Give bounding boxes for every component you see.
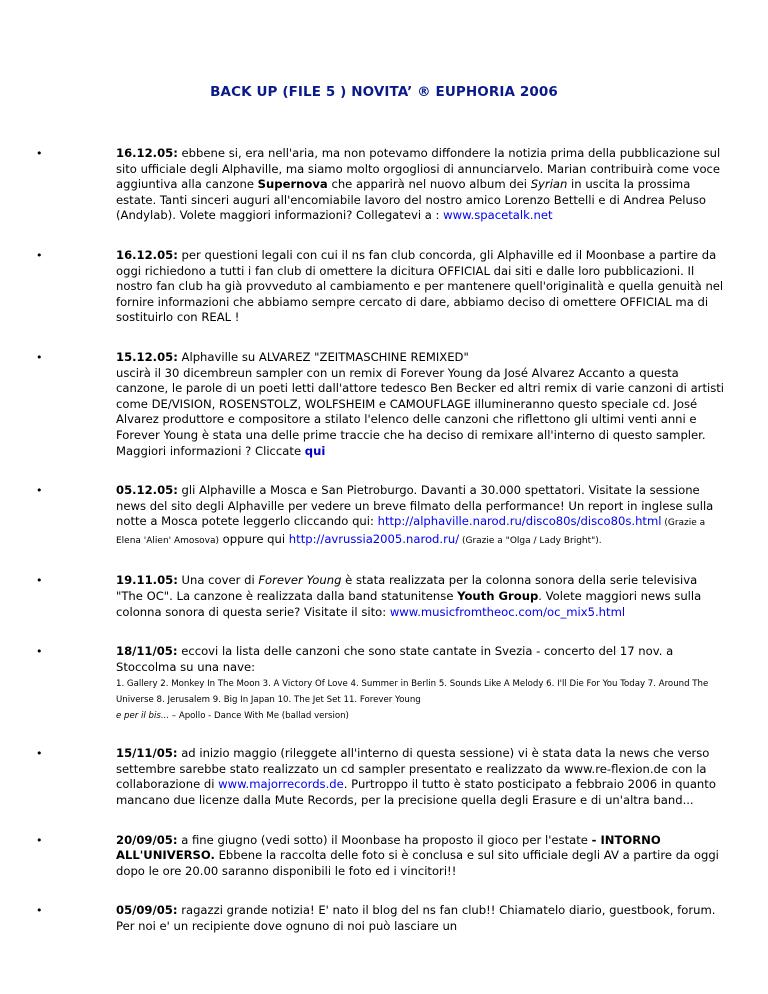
musicfromtheoc-link[interactable]: www.musicfromtheoc.com/oc_mix5.html — [389, 604, 626, 619]
news-date: 18/11/05: — [116, 644, 178, 659]
news-italic: Forever Young — [258, 573, 342, 588]
news-bold: Supernova — [257, 177, 328, 192]
list-item — [36, 644, 726, 722]
bullet-icon: • — [36, 147, 43, 160]
news-text: che apparirà nel nuovo album dei — [327, 177, 531, 192]
news-text: a fine giugno (vedi sotto) il Moonbase ha proposto il gioco per l'estate — [177, 832, 592, 847]
news-bold: - INTORNO ALL'UNIVERSO. — [116, 832, 661, 863]
news-text: . Purtroppo il tutto è stato posticipato a febbraio 2006 in quanto mancano due licenze dalla Mute Records, per la precisione quella degli Erasure e di un'altra band... — [116, 777, 716, 807]
bullet-icon: • — [36, 904, 43, 918]
news-date: 16.12.05: — [116, 146, 178, 160]
bullet-icon: • — [36, 248, 43, 262]
list-item — [36, 247, 726, 326]
list-item — [36, 146, 726, 224]
list-item — [36, 832, 726, 880]
majorrecords-link[interactable]: www.majorrecords.de — [218, 777, 344, 792]
news-text: in uscita la prossima estate. Tanti sinceri auguri all'encomiabile lavoro del nostro amico Lorenzo Bettelli e di Andrea Peluso (Andylab). Volete maggiori informazioni? Collegatevi a : — [116, 177, 706, 223]
bullet-icon: • — [36, 484, 43, 498]
news-text: ad inizio maggio (rileggete all'interno di questa sessione) vi è stata data la news che verso settembre sarebbe stato realizzato un cd sampler presentato e realizzato da www.re-flexion.de con la collaborazione di — [116, 746, 710, 792]
qui-link[interactable]: qui — [304, 443, 326, 458]
list-item — [36, 903, 726, 934]
alphaville-narod-link[interactable]: http://alphaville.narod.ru/disco80s/disco80s.html — [377, 514, 662, 529]
news-text: Una cover di — [177, 573, 259, 588]
news-bold: Youth Group — [457, 589, 539, 604]
news-italic: Syrian — [530, 177, 568, 192]
encore-label: e per il bis... — [116, 710, 170, 721]
news-date: 15.12.05: — [116, 349, 178, 364]
list-item — [36, 349, 726, 459]
bullet-icon: • — [36, 350, 43, 364]
news-text: Alphaville su ALVAREZ "ZEITMASCHINE REMIXED" — [177, 349, 469, 364]
news-date: 20/09/05: — [116, 832, 178, 847]
news-date: 19.11.05: — [116, 573, 178, 588]
list-item — [36, 483, 726, 549]
news-text: oppure qui — [219, 531, 286, 546]
news-text: uscirà il 30 dicembreun sampler con un remix di Forever Young da José Alvarez Accanto a questa canzone, le parole di un poeti letti dall'attore tedesco Ben Becker ed altri remix di varie canzoni di artisti come DE/VISION, ROSENSTOLZ, WOLFSHEIM e CAMOUFLAGE illumineranno questo speciale cd. José Alvarez produttore e compositore a stilato l'elenco delle canzoni che riflettono gli ultimi venti anni e Forever Young è stata una delle prime traccie che ha deciso di remixare all'interno di questo sampler. Maggiori informazioni ? Cliccate — [116, 365, 725, 458]
news-date: 16.12.05: — [116, 247, 178, 262]
news-text: ragazzi grande notizia! E' nato il blog del ns fan club!! Chiamatelo diario, guestbook, forum. Per noi e' un recipiente dove ognuno di noi può lasciare un — [116, 903, 716, 933]
list-item — [36, 573, 726, 620]
news-date: 05/09/05: — [116, 903, 178, 918]
news-text: . Volete maggiori news sulla colonna sonora di questa serie? Visitate il sito: — [116, 589, 702, 619]
spacetalk-link[interactable]: www.spacetalk.net — [443, 208, 553, 223]
bullet-icon: • — [36, 574, 43, 588]
credit-text: (Grazie a Elena 'Alien' Amosova) — [116, 518, 706, 546]
bullet-icon: • — [36, 833, 43, 847]
news-text: Ebbene la raccolta delle foto si è conclusa e sul sito ufficiale degli AV a partire da oggi dopo le ore 20.00 saranno disponibili le foto ed i vincitori!! — [116, 848, 719, 878]
news-list — [0, 146, 726, 959]
bullet-icon: • — [36, 645, 43, 659]
news-text: gli Alphaville a Mosca e San Pietroburgo. Davanti a 30.000 spettatori. Visitate la sessione news del sito degli Alphaville per vedere un breve filmato della performance! Un report in inglese sulla notte a Mosca potete leggerlo cliccando qui: — [116, 483, 714, 529]
news-text: per questioni legali con cui il ns fan club concorda, gli Alphaville ed il Moonbase a partire da oggi richiedono a tutti i fan club di omettere la dicitura OFFICIAL dai siti e dalle loro pubblicazioni. Il nostro fan club ha già provveduto al cambiamento e per mantenere quell'originalità e quella genuità nel fornire informazioni che abbiamo sempre cercato di dare, abbiamo deciso di omettere OFFICIAL ma di sostituirlo con REAL ! — [116, 247, 724, 325]
news-text: eccovi la lista delle canzoni che sono state cantate in Svezia - concerto del 17 nov. a Stoccolma su una nave: — [116, 644, 674, 674]
news-date: 15/11/05: — [116, 746, 178, 761]
page-title: BACK UP (FILE 5 ) NOVITA’ ® EUPHORIA 2006 — [210, 84, 558, 100]
setlist: 1. Gallery 2. Monkey In The Moon 3. A Victory Of Love 4. Summer in Berlin 5. Sounds Like A Melody 6. I'll Die For You Today 7. Around The Universe 8. Jerusalem 9. Big In Japan 10. The Jet Set 11. Forever Young — [116, 679, 709, 706]
bullet-icon: • — [36, 747, 43, 761]
news-text: è stata realizzata per la colonna sonora della serie televisiva "The OC". La canzone è realizzata dalla band statunitense — [116, 573, 698, 604]
news-date: 05.12.05: — [116, 483, 178, 498]
list-item — [36, 746, 726, 808]
news-text: ebbene si, era nell'aria, ma non potevamo diffondere la notizia prima della pubblicazione sul sito ufficiale degli Alphaville, ma siamo molto orgogliosi di annunciarvelo. Marian contribuirà come voce aggiuntiva alla canzone — [116, 146, 721, 192]
avrussia-link[interactable]: http://avrussia2005.narod.ru/ — [288, 531, 460, 546]
credit-text: (Grazie a "Olga / Lady Bright"). — [459, 535, 602, 546]
encore-songs: – Apollo - Dance With Me (ballad version) — [169, 710, 349, 721]
